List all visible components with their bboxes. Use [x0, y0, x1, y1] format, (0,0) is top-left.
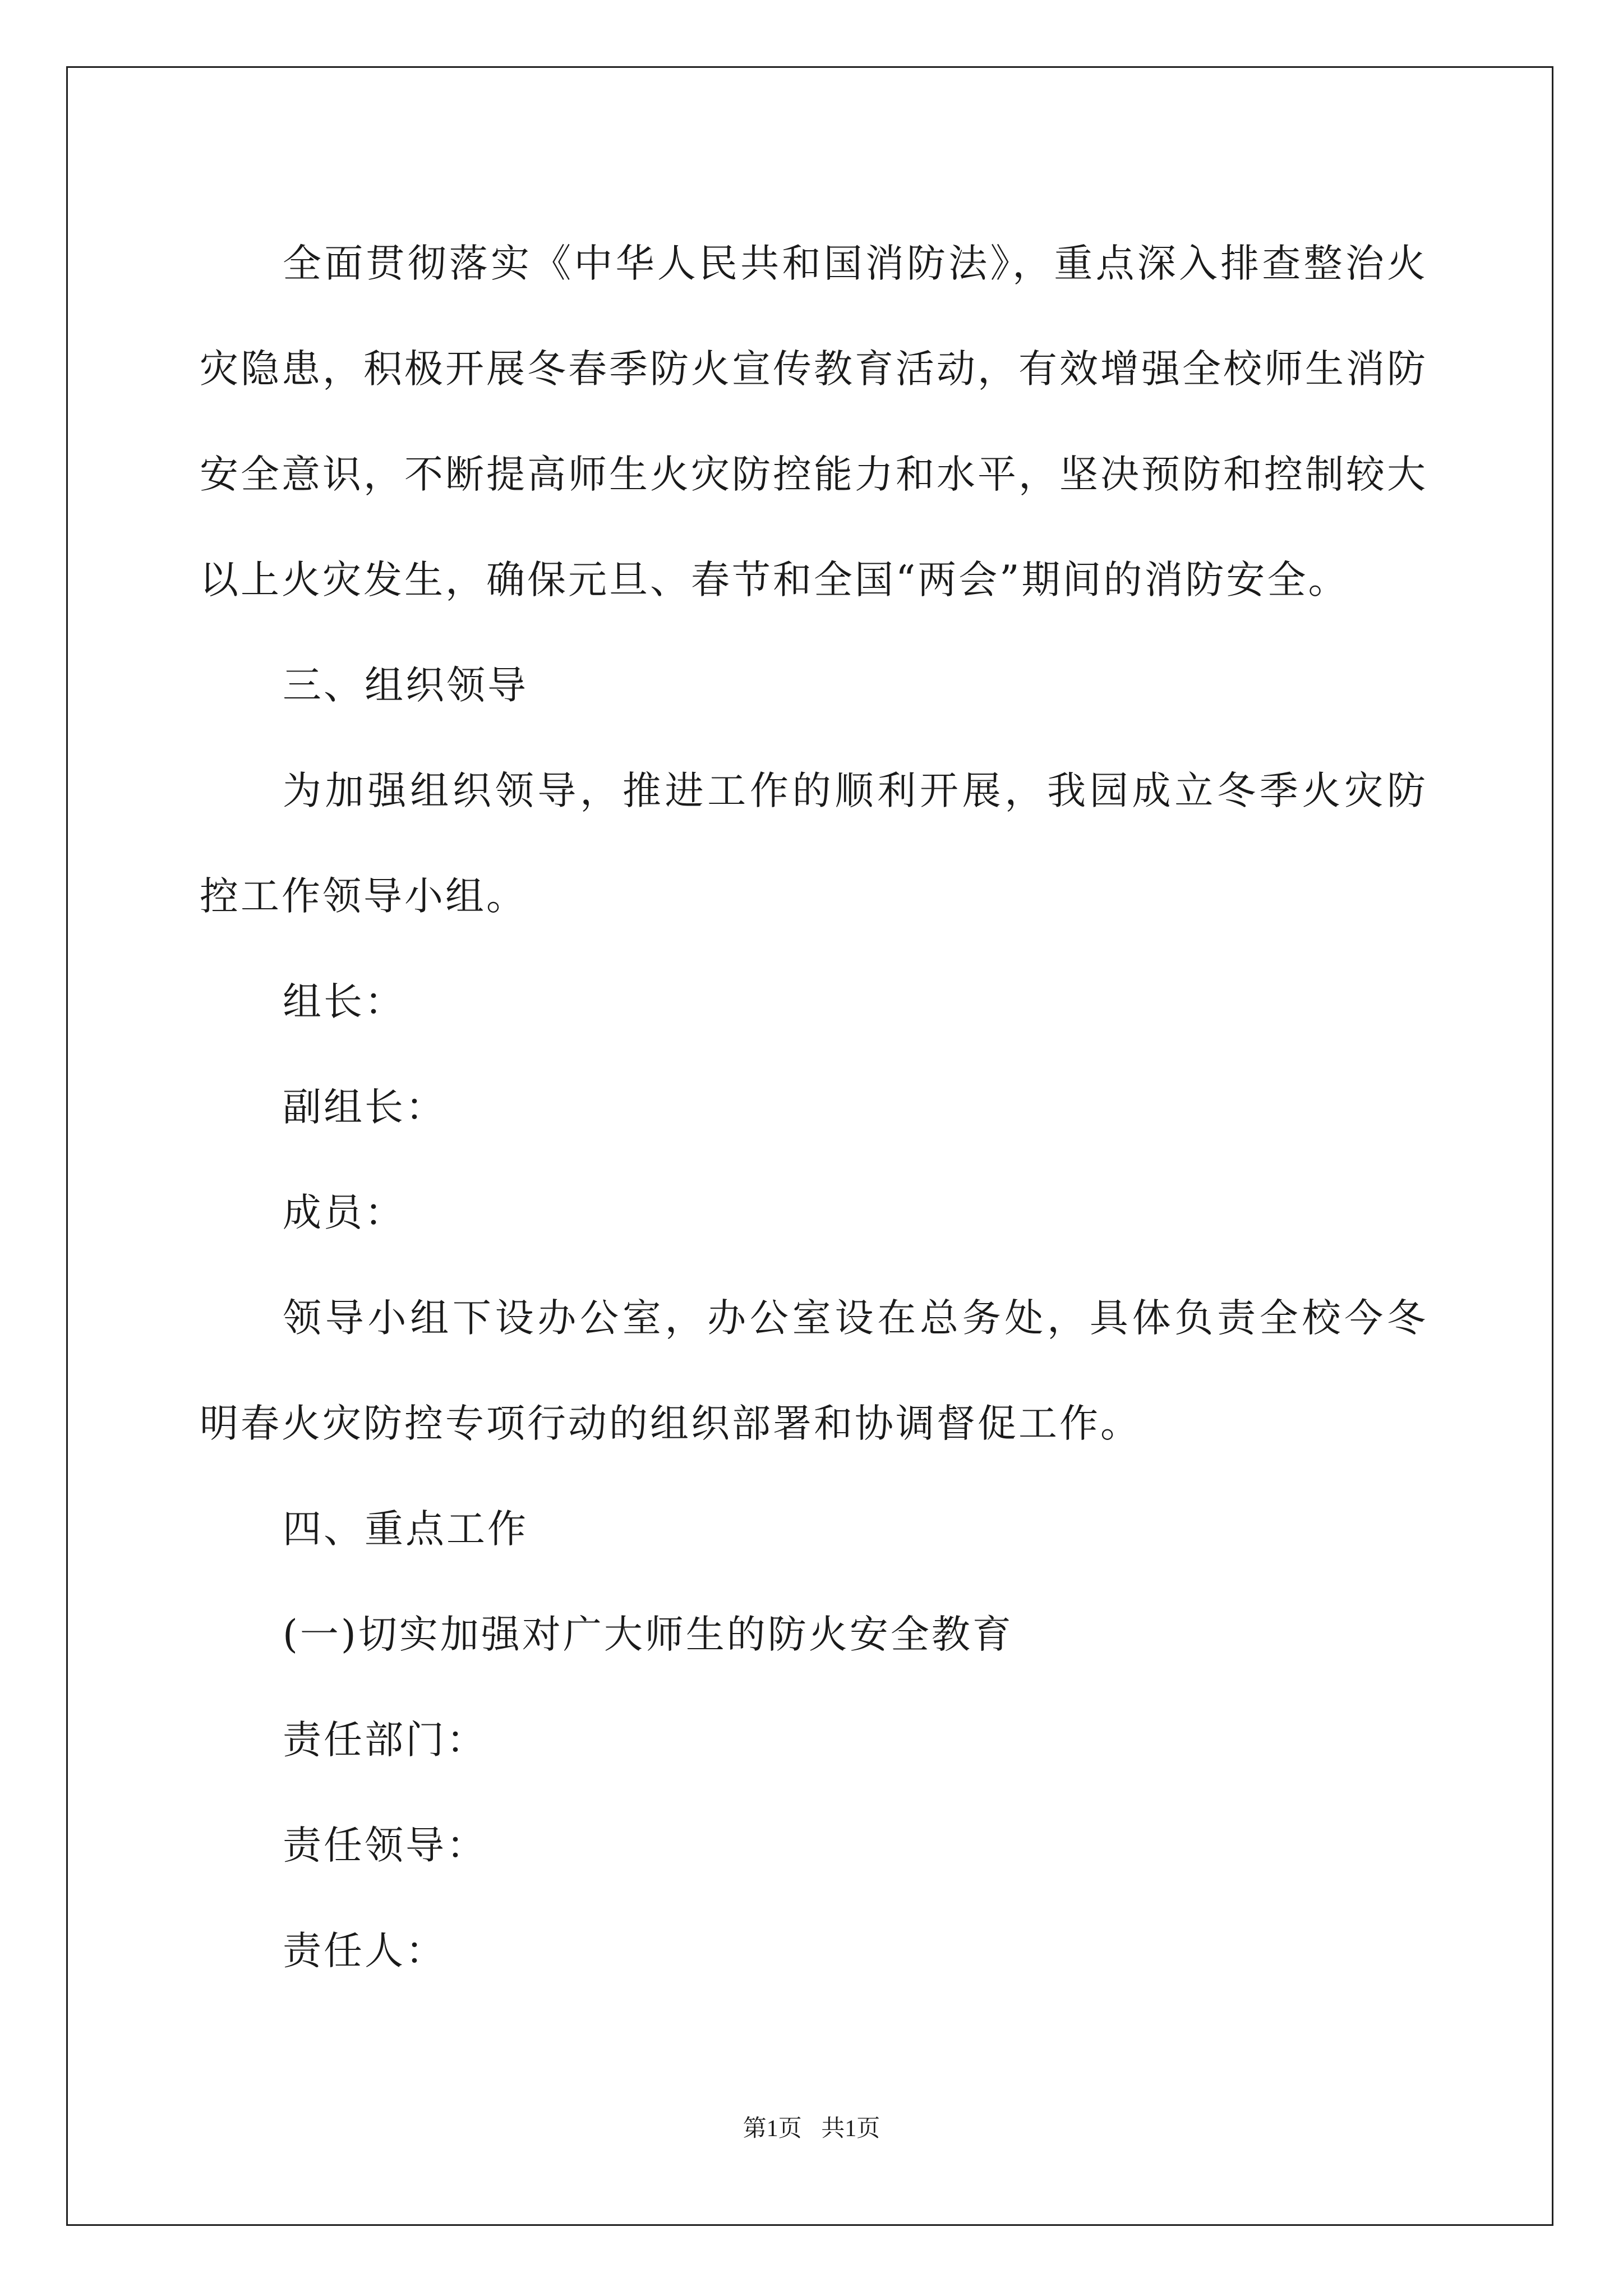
field-deputy-leader: 副组长： [283, 1085, 446, 1130]
field-responsible-department: 责任部门： [283, 1718, 487, 1763]
paragraph-office: 领导小组下设办公室，办公室设在总务处，具体负责全校今冬明春火灾防控专项行动的组织部署和协调督促工作。 [200, 1296, 1428, 1446]
heading-key-work: 四、重点工作 [283, 1507, 528, 1552]
field-responsible-leader: 责任领导： [283, 1823, 487, 1868]
page-footer [0, 2112, 1623, 2146]
subheading-safety-education: (一)切实加强对广大师生的防火安全教育 [283, 1612, 1013, 1657]
field-group-leader: 组长： [283, 979, 405, 1024]
paragraph-objective: 全面贯彻落实《中华人民共和国消防法》，重点深入排查整治火灾隐患，积极开展冬春季防火宣传教育活动，有效增强全校师生消防安全意识，不断提高师生火灾防控能力和水平，坚决预防和控制较大以上火灾发生，确保元旦、春节和全国“两会”期间的消防安全。 [200, 241, 1428, 602]
paragraph-leadership-group: 为加强组织领导，推进工作的顺利开展，我园成立冬季火灾防控工作领导小组。 [200, 769, 1428, 919]
heading-organization: 三、组织领导 [283, 663, 528, 708]
page-number-total: 共1页 [821, 2116, 880, 2142]
page-number-current: 第1页 [743, 2116, 802, 2142]
field-responsible-person: 责任人： [283, 1929, 446, 1973]
field-members: 成员： [283, 1190, 405, 1235]
